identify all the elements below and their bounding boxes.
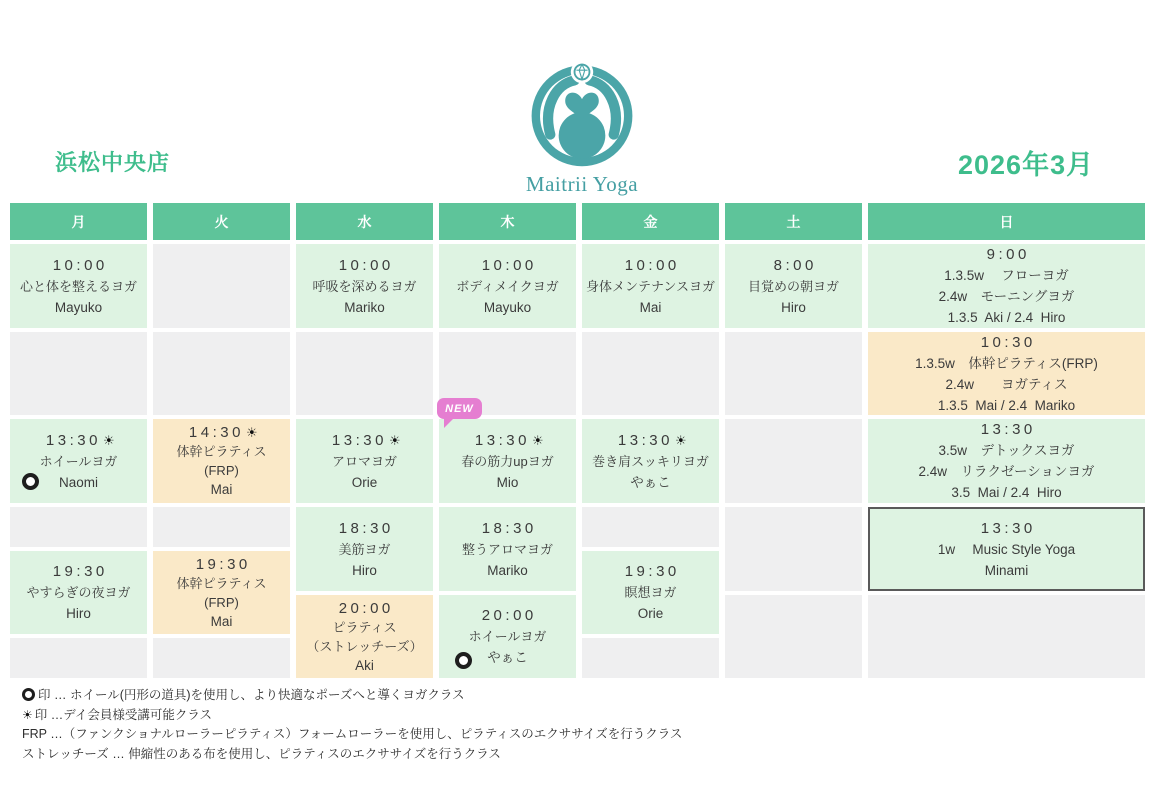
class-line: 1.3.5w フローヨガ <box>944 268 1069 283</box>
class-time: 19:30 <box>195 555 251 573</box>
cell-wed-r5 <box>296 595 433 678</box>
empty-cell-fri-e1 <box>582 507 719 547</box>
empty-cell-sat-r5 <box>725 595 862 678</box>
class-teacher: Mai <box>210 613 233 629</box>
class-line: 1.3.5w 体幹ピラティス(FRP) <box>915 355 1098 371</box>
class-line: 1w Music Style Yoga <box>937 541 1076 557</box>
day-header-fri: 金 <box>582 203 719 240</box>
class-subtitle: (FRP) <box>204 463 239 478</box>
empty-cell-mon-r2 <box>10 332 147 415</box>
class-teacher: Mariko <box>487 562 528 578</box>
class-teacher: Mai <box>639 299 662 315</box>
sun-icon: ☀ <box>531 432 544 448</box>
class-time: 10:00 <box>52 256 108 274</box>
class-subtitle: （ストレッチーズ） <box>306 638 423 654</box>
wheel-icon <box>22 688 35 701</box>
class-title: 巻き肩スッキリヨガ <box>592 453 709 469</box>
class-line: 3.5 Mai / 2.4 Hiro <box>951 485 1062 500</box>
empty-cell-tue-r2 <box>153 332 290 415</box>
cell-fri-evening <box>582 551 719 634</box>
legend <box>22 686 682 764</box>
class-title: ホイールヨガ <box>468 629 547 644</box>
class-time: 10:30 <box>980 333 1036 351</box>
day-header-tue: 火 <box>153 203 290 240</box>
cell-wed-r3 <box>296 419 433 503</box>
class-line: 1.3.5 Aki / 2.4 Hiro <box>947 310 1066 325</box>
class-title: 整うアロマヨガ <box>461 541 553 557</box>
class-time: 10:00 <box>624 256 680 274</box>
class-teacher: Hiro <box>66 606 91 621</box>
wheel-icon <box>455 652 472 669</box>
empty-cell-wed-r2 <box>296 332 433 415</box>
class-time: 9:00 <box>986 246 1030 263</box>
class-time: 13:30 ☀ <box>617 431 687 449</box>
sun-icon: ☀ <box>674 432 687 448</box>
legend-wheel: 印 … ホイール(円形の道具)を使用し、より快適なポーズへと導くヨガクラス <box>22 686 682 706</box>
empty-cell-sat-r2 <box>725 332 862 415</box>
class-line: 2.4w モーニングヨガ <box>938 289 1075 304</box>
cell-wed-r1 <box>296 244 433 328</box>
class-teacher: Orie <box>637 606 664 621</box>
legend-sun: ☀ 印 …デイ会員様受講可能クラス <box>22 707 212 722</box>
store-name: 浜松中央店 <box>55 150 171 175</box>
cell-tue-r3 <box>153 419 290 503</box>
class-teacher: Naomi <box>58 474 98 490</box>
class-time: 20:00 <box>481 607 537 624</box>
empty-cell-tue-r1 <box>153 244 290 328</box>
empty-cell-fri-r2 <box>582 332 719 415</box>
class-title: 心と体を整えるヨガ <box>19 278 137 294</box>
sun-icon: ☀ <box>245 425 258 440</box>
class-title: 体幹ピラティス <box>176 444 267 459</box>
class-time: 8:00 <box>773 256 817 274</box>
cell-thu-r3 <box>439 419 576 503</box>
class-time: 13:30 ☀ <box>331 431 401 449</box>
legend-stretch: ストレッチーズ … 伸縮性のある布を使用し、ピラティスのエクササイズを行うクラス <box>22 746 501 761</box>
class-line: 1.3.5 Mai / 2.4 Mariko <box>937 397 1076 413</box>
empty-cell-fri-e2 <box>582 638 719 678</box>
cell-tue-evening <box>153 551 290 634</box>
cell-sun-r4-music-style-yoga <box>868 507 1145 591</box>
class-teacher: Mai <box>210 482 233 497</box>
cell-wed-r4 <box>296 507 433 591</box>
class-title: 体幹ピラティス <box>176 575 267 591</box>
cell-sat-r1 <box>725 244 862 328</box>
class-title: 瞑想ヨガ <box>624 585 677 600</box>
class-line: 2.4w ヨガティス <box>945 376 1068 392</box>
class-teacher: やぁこ <box>630 474 671 490</box>
cell-thu-r5 <box>439 595 576 678</box>
class-teacher: Aki <box>355 657 374 673</box>
day-header-thu: 木 <box>439 203 576 240</box>
day-header-sat: 土 <box>725 203 862 240</box>
cell-sun-r2 <box>868 332 1145 415</box>
class-title: ボディメイクヨガ <box>456 278 559 294</box>
class-time: 13:30 ☀ <box>474 431 544 449</box>
class-time: 13:30 <box>980 421 1036 438</box>
class-line: 3.5w デトックスヨガ <box>938 443 1075 458</box>
class-time: 13:30 <box>980 519 1036 537</box>
class-teacher: Hiro <box>781 299 806 315</box>
yoga-logo-icon <box>526 58 638 170</box>
class-time: 10:00 <box>338 256 394 274</box>
class-title: 身体メンテナンスヨガ <box>586 278 715 294</box>
class-teacher: Mariko <box>344 299 385 315</box>
empty-cell-tue-e2 <box>153 638 290 678</box>
cell-thu-r4 <box>439 507 576 591</box>
empty-cell-mon-e2 <box>10 638 147 678</box>
empty-cell-mon-e1 <box>10 507 147 547</box>
cell-mon-evening <box>10 551 147 634</box>
new-badge <box>437 398 482 419</box>
sun-icon: ☀ <box>102 432 115 448</box>
class-teacher: Minami <box>984 562 1029 578</box>
class-time: 19:30 <box>624 563 680 580</box>
class-teacher: Mio <box>496 474 519 490</box>
class-title: 春の筋力upヨガ <box>461 453 554 469</box>
class-subtitle: (FRP) <box>204 594 239 610</box>
class-teacher: Mayuko <box>54 299 103 315</box>
empty-cell-sat-r4 <box>725 507 862 591</box>
class-title: ホイールヨガ <box>39 453 118 469</box>
sun-icon: ☀ <box>22 707 33 722</box>
class-title: 呼吸を深めるヨガ <box>312 278 417 294</box>
class-time: 18:30 <box>338 519 394 537</box>
new-badge-label: NEW <box>445 402 474 415</box>
cell-sun-r3 <box>868 419 1145 503</box>
cell-mon-r3 <box>10 419 147 503</box>
class-title: 目覚めの朝ヨガ <box>747 278 839 294</box>
day-header-mon: 月 <box>10 203 147 240</box>
class-time: 10:00 <box>481 256 537 274</box>
class-teacher: Hiro <box>352 562 377 578</box>
cell-thu-r1 <box>439 244 576 328</box>
cell-fri-r3 <box>582 419 719 503</box>
day-header-sun: 日 <box>868 203 1145 240</box>
class-teacher: Orie <box>351 474 378 490</box>
class-time: 13:30 ☀ <box>45 431 115 449</box>
class-teacher: やぁこ <box>487 650 528 665</box>
cell-mon-r1 <box>10 244 147 328</box>
sun-icon: ☀ <box>388 432 401 448</box>
class-line: 2.4w リラクゼーションヨガ <box>918 464 1095 479</box>
day-header-wed: 水 <box>296 203 433 240</box>
class-title: やすらぎの夜ヨガ <box>26 585 131 600</box>
empty-cell-sat-r3 <box>725 419 862 503</box>
logo <box>512 58 652 197</box>
month-label: 2026年3月 <box>958 150 1095 180</box>
class-title: ピラティス <box>332 619 397 635</box>
class-teacher: Mayuko <box>483 299 532 315</box>
class-time: 20:00 <box>338 599 394 617</box>
wheel-icon <box>22 473 39 490</box>
class-title: アロマヨガ <box>331 453 397 469</box>
legend-frp: FRP …（ファンクショナルローラーピラティス）フォームローラーを使用し、ピラティスのエクササイズを行うクラス <box>22 727 683 741</box>
cell-fri-r1 <box>582 244 719 328</box>
class-time: 19:30 <box>52 563 108 580</box>
cell-sun-r1 <box>868 244 1145 328</box>
brand-text: Maitrii Yoga <box>525 172 639 196</box>
class-time: 18:30 <box>481 519 537 537</box>
new-badge-tail <box>444 417 455 428</box>
class-time: 14:30 ☀ <box>188 424 258 441</box>
class-title: 美筋ヨガ <box>338 541 391 557</box>
empty-cell-sun-r5 <box>868 595 1145 678</box>
empty-cell-tue-e1 <box>153 507 290 547</box>
